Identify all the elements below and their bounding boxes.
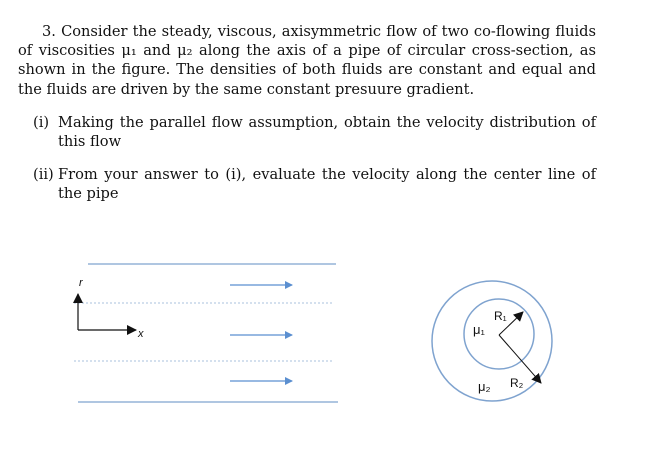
mu1-label: μ₁ (473, 322, 485, 337)
r2-label: R₂ (510, 376, 524, 390)
part-i-label: (i) (33, 114, 50, 131)
problem-number: 3. (42, 23, 56, 40)
mu2-label: μ₂ (478, 379, 491, 394)
part-ii-text: From your answer to (i), evaluate the velocity along the center line of the pipe (58, 166, 596, 202)
pipe-side-view (74, 264, 338, 402)
part-ii-label: (ii) (33, 166, 54, 183)
r-axis-label: r (79, 277, 83, 289)
r1-label: R₁ (494, 309, 507, 323)
pipe-cross-section (432, 281, 552, 401)
x-axis-label: x (138, 328, 144, 340)
part-i-text: Making the parallel flow assumption, obtain the velocity distribution of this flow (58, 114, 596, 150)
problem-intro: Consider the steady, viscous, axisymmetric flow of two co-flowing fluids of viscosities μ₁ and μ₂ along the axis of a pipe of circular cross-section, as shown in the figure. The densities of both fluids are constant and equal and the fluids are driven by the same constant presuure gradient. (18, 23, 596, 98)
